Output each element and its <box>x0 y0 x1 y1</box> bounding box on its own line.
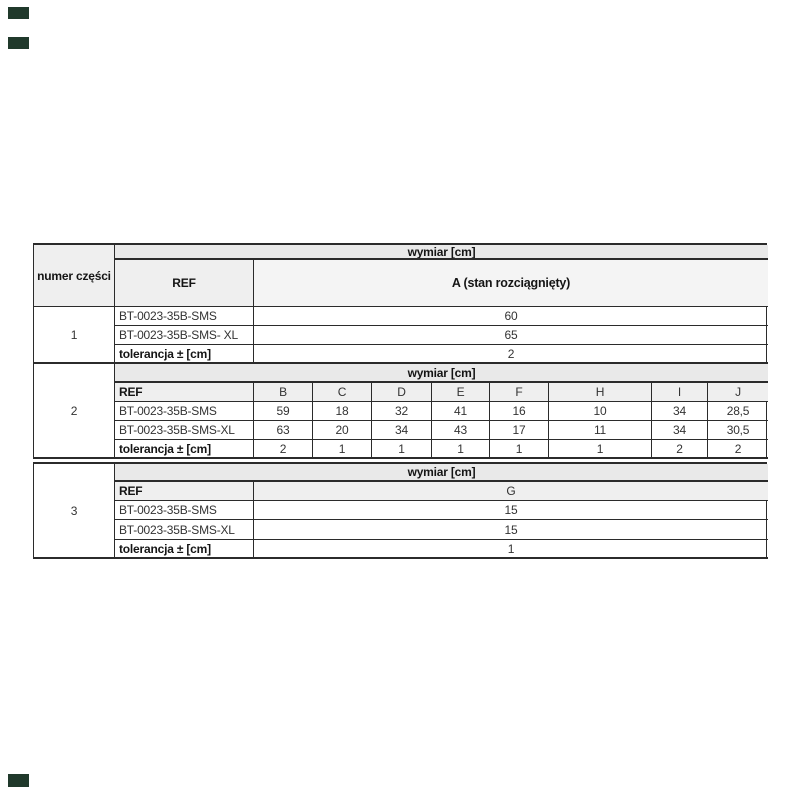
ref-value: BT-0023-35B-SMS-XL <box>115 520 254 540</box>
ref-value: BT-0023-35B-SMS- XL <box>115 326 254 345</box>
column-header-b: B <box>254 383 313 402</box>
dimension-value: 20 <box>313 421 372 440</box>
section-1-ref-header: REF <box>115 260 254 307</box>
dimension-value: 17 <box>490 421 549 440</box>
column-header-e: E <box>432 383 490 402</box>
dimension-value: 28,5 <box>708 402 768 421</box>
tolerance-value: 2 <box>652 440 708 459</box>
tolerance-label: tolerancja ± [cm] <box>115 440 254 459</box>
parts-dimension-table <box>33 243 767 559</box>
dimension-value: 15 <box>254 520 768 540</box>
tolerance-value: 1 <box>372 440 432 459</box>
dimension-value: 34 <box>652 421 708 440</box>
column-header-j: J <box>708 383 768 402</box>
dimension-value: 59 <box>254 402 313 421</box>
dimension-value: 11 <box>549 421 652 440</box>
dimension-value: 41 <box>432 402 490 421</box>
corner-mark-bottom <box>8 774 29 787</box>
table-section-2 <box>33 364 767 459</box>
ref-value: BT-0023-35B-SMS <box>115 402 254 421</box>
column-header-g: G <box>254 482 768 501</box>
section-3-dimension-header: wymiar [cm] <box>115 464 768 482</box>
section-1-dimension-header: wymiar [cm] <box>115 245 768 260</box>
tolerance-value: 1 <box>254 540 768 559</box>
dimension-value: 43 <box>432 421 490 440</box>
dimension-value: 32 <box>372 402 432 421</box>
column-header-d: D <box>372 383 432 402</box>
column-header-f: F <box>490 383 549 402</box>
section-1-column-a-header: A (stan rozciągnięty) <box>254 260 768 307</box>
tolerance-value: 1 <box>549 440 652 459</box>
part-number-cell: 3 <box>34 464 115 559</box>
corner-mark-top-1 <box>8 7 29 19</box>
dimension-value: 15 <box>254 501 768 520</box>
column-header-h: H <box>549 383 652 402</box>
tolerance-value: 2 <box>254 345 768 364</box>
table-section-1 <box>33 243 767 364</box>
corner-mark-top-2 <box>8 37 29 49</box>
tolerance-value: 2 <box>708 440 768 459</box>
section-3-ref-header: REF <box>115 482 254 501</box>
dimension-value: 30,5 <box>708 421 768 440</box>
section-2-dimension-header: wymiar [cm] <box>115 364 768 383</box>
table-section-3 <box>33 462 767 559</box>
dimension-value: 18 <box>313 402 372 421</box>
dimension-value: 60 <box>254 307 768 326</box>
dimension-value: 34 <box>372 421 432 440</box>
part-number-cell: 1 <box>34 307 115 364</box>
dimension-value: 65 <box>254 326 768 345</box>
ref-value: BT-0023-35B-SMS-XL <box>115 421 254 440</box>
part-number-cell: 2 <box>34 364 115 459</box>
dimension-value: 63 <box>254 421 313 440</box>
tolerance-label: tolerancja ± [cm] <box>115 540 254 559</box>
dimension-value: 10 <box>549 402 652 421</box>
dimension-value: 34 <box>652 402 708 421</box>
ref-value: BT-0023-35B-SMS <box>115 501 254 520</box>
column-header-c: C <box>313 383 372 402</box>
dimension-value: 16 <box>490 402 549 421</box>
tolerance-value: 1 <box>432 440 490 459</box>
ref-value: BT-0023-35B-SMS <box>115 307 254 326</box>
tolerance-value: 1 <box>490 440 549 459</box>
column-header-i: I <box>652 383 708 402</box>
tolerance-value: 1 <box>313 440 372 459</box>
column-header-part-number: numer części <box>34 245 115 307</box>
section-2-ref-header: REF <box>115 383 254 402</box>
tolerance-label: tolerancja ± [cm] <box>115 345 254 364</box>
tolerance-value: 2 <box>254 440 313 459</box>
